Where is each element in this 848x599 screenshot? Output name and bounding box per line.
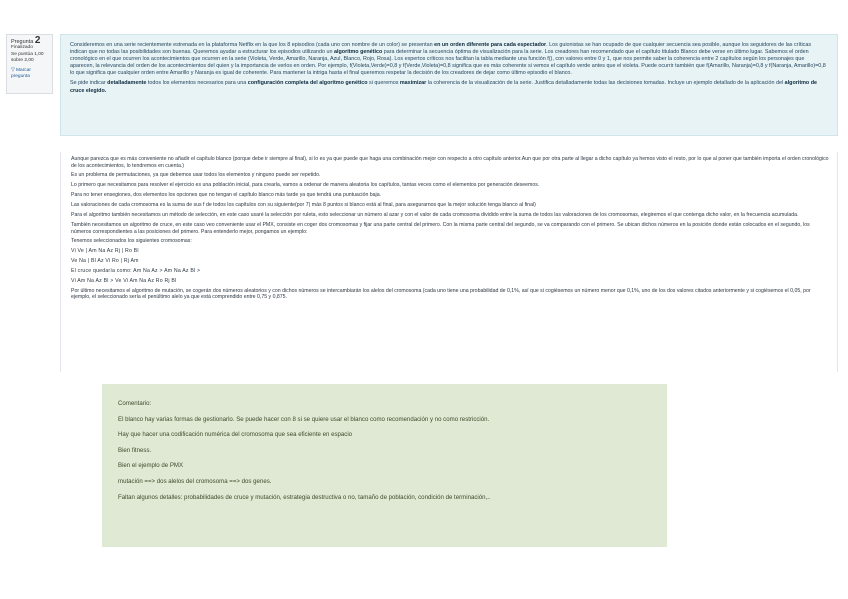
- answer-paragraph: Las valoraciones de cada cromosoma es la suma de sus f de todos los capítulos con su siguiente(por 7) más 8 puntos si blanco está al final, para asegurarnos que la mejor solución tenga blanco al final): [71, 202, 536, 209]
- crossover-line: Vi Am Na Az Bl > Ve Vi Am Na Az Ro Rj Bl: [71, 277, 177, 284]
- crossover-line: El cruce quedaría como: Am Na Az > Am Na Az Bl >: [71, 268, 201, 275]
- answer-paragraph: Tenemos seleccionados los siguientes cromosomas:: [71, 238, 192, 245]
- text-segment: si queremos: [367, 80, 400, 87]
- question-status: Finalizado: [11, 45, 33, 51]
- feedback-title: Comentario:: [118, 400, 152, 407]
- question-score: Se puntúa 1,00 sobre 2,00: [11, 51, 44, 64]
- question-info-panel: [6, 34, 53, 94]
- text-segment-bold: configuración completa del algoritmo genético: [247, 80, 368, 87]
- answer-paragraph: Aunque parezca que es más conveniente no añadir el capítulo blanco (porque debe ir siempre al final), si lo es ya que puede que haga una combinación mejor con respecto a otro capítulo anterior.Aun que por otra parte al llegar a dicho capítulo ya hemos visto el resto, por lo que al poner que también importa el orden cronológico de los acontecimientos, lo tendremos en cuenta.): [71, 156, 829, 169]
- answer-paragraph: Es un problema de permutaciones, ya que debemos usar todos los elementos y ninguno puede ser repetido.: [71, 172, 321, 179]
- answer-paragraph: Para no tener ensegiones, dos elementos los opciones que no tengan el capítulo blanco más tarde ya que tendrá una puntuación baja.: [71, 192, 382, 199]
- flag-question-link[interactable]: [11, 68, 48, 81]
- text-segment: Consideremos en una serie recientemente estrenada en la plataforma Netflix en la que los 8 episodios (cada uno con nombre de un color) se presentan: [70, 42, 435, 48]
- text-segment: para determinar la secuencia óptima de visualización para la serie. Los creadores han recomendado que el capítulo titulado Blanco debe verse en último lugar. Sabemos el orden cronológico en el que ocurren los acontecimientos que ocurren en la serie (Violeta, Verde, Amarillo, Naranja, Azul, Blanco, Rojo, Rosa). Los expertos críticos nos facilitan la tabla mediante una función f(), con valores entre 0 y 1, que nos permite saber la coherencia entre 2 capítulos según los personajes que aparecen, la relevancia del orden de los acontecimientos del quien y la importancia de verlos en orden. Por ejemplo, f(Violeta,Verde)=0,8 y f(Verde,Violeta)=0,8 significa que es más coherente si vemos el capítulo verde antes que el violeta. Puede ocurrir también que f(Amarillo, Naranja)=0,8 y f(Naranja, Amarillo)=0,8 lo que significa que cualquier orden entre Amarillo y Naranja es igual de coherente. Para mantener la intriga hasta el final queremos respetar la decisión de los creadores de dejar como último episodio el blanco.: [70, 49, 826, 77]
- question-paragraph: [70, 42, 829, 77]
- text-segment: Se pide indicar: [70, 80, 108, 87]
- feedback-line: El blanco hay varias formas de gestionarlo. Se puede hacer con 8 si se quiere usar el blanco como recomendación y no como restricción.: [118, 415, 490, 423]
- answer-box: [60, 152, 838, 372]
- feedback-line: Hay que hacer una codificación numérica del cromosoma que sea eficiente en espacio: [118, 431, 353, 439]
- text-segment: todos los elementos necesarios para una: [146, 80, 248, 87]
- text-segment: . Los guionistas se han ocupado de que cualquier secuencia sea posible, aunque los seguidores de las críticas indican que no todas las posibilidades son buenas. Queremos ayudar a estructurar los episodios utilizando un: [70, 42, 812, 56]
- feedback-line: Bien fitness.: [118, 446, 152, 454]
- chromosome-line: Ve Na | Bl Az Vi Ro | Rj Am: [71, 258, 139, 265]
- answer-paragraph: También necesitamos un algoritmo de cruce, en este caso veo conveniente usar el PMX, consiste en coger dos cromosomas y fijar una parte central del primero. Con la misma parte central del segundo, se va comparando con el primero. Se ubican dichos números en la posición donde están colocados en el segundo, los números correspondientes a las posiciones del primero. Para entenderlo mejor, pongamos un ejemplo:: [71, 221, 810, 235]
- text-segment-bold: en un orden diferente para cada espectador: [434, 42, 547, 48]
- text-segment-bold: algoritmo de cruce elegido.: [70, 80, 818, 94]
- text-segment: la coherencia de la visualización de la serie. Justifica detalladamente todas las decisiones tomadas. Incluye un ejemplo detallado de la aplicación del: [426, 80, 785, 87]
- text-segment-bold: algoritmo genético: [334, 49, 383, 56]
- feedback-box: [102, 384, 667, 547]
- flag-question-label: Marcar pregunta: [11, 67, 31, 80]
- text-segment-bold: maximizar: [399, 80, 427, 87]
- feedback-line: Faltan algunos detalles: probabilidades de cruce y mutación, estrategia destructiva o no, tamaño de población, condición de terminación,..: [118, 493, 491, 501]
- text-segment-bold: detalladamente: [107, 80, 147, 87]
- feedback-line: Bien el ejemplo de PMX: [118, 462, 184, 470]
- flag-icon: ▽: [11, 67, 15, 73]
- answer-paragraph: Por último necesitamos el algoritmo de mutación, se cogerán dos números aleatorios y con dichos números se intercambiarán los alelos del cromosoma (cada uno tiene una probabilidad de 0,1%, así que si cogiésemos un número menor que 0,1%, uno de los dos valores citados anteriormente y si cogiésemos el 0,05, por ejemplo, el seleccionado sería el penúltimo alelo ya que está comprendido entre 0,75 y 0,875.: [71, 287, 811, 301]
- feedback-line: mutación ==> dos alelos del cromosoma ==> dos genes.: [118, 477, 272, 485]
- question-number: Pregunta 2: [11, 35, 41, 46]
- answer-paragraph: Lo primero que necesitamos para resolver el ejercicio es una población inicial, para crearla, vamos a ordenar de manera aleatoria los capítulos, tantas veces como el elementos por generación deseemos.: [71, 182, 540, 189]
- question-paragraph: [70, 80, 829, 94]
- chromosome-line: Vi Ve | Am Na Az Rj | Ro Bl: [71, 248, 139, 255]
- question-text-box: [60, 34, 838, 136]
- answer-paragraph: Para el algoritmo también necesitamos un método de selección, en este caso usaré la selección por ruleta, esto seleccionar un número al azar y con el valor de cada cromosoma dividido entre la suma de todos las valoraciones de los cromosomas, elegiremos el que contenga dicho valor, en la frecuencia acumulada.: [71, 212, 799, 219]
